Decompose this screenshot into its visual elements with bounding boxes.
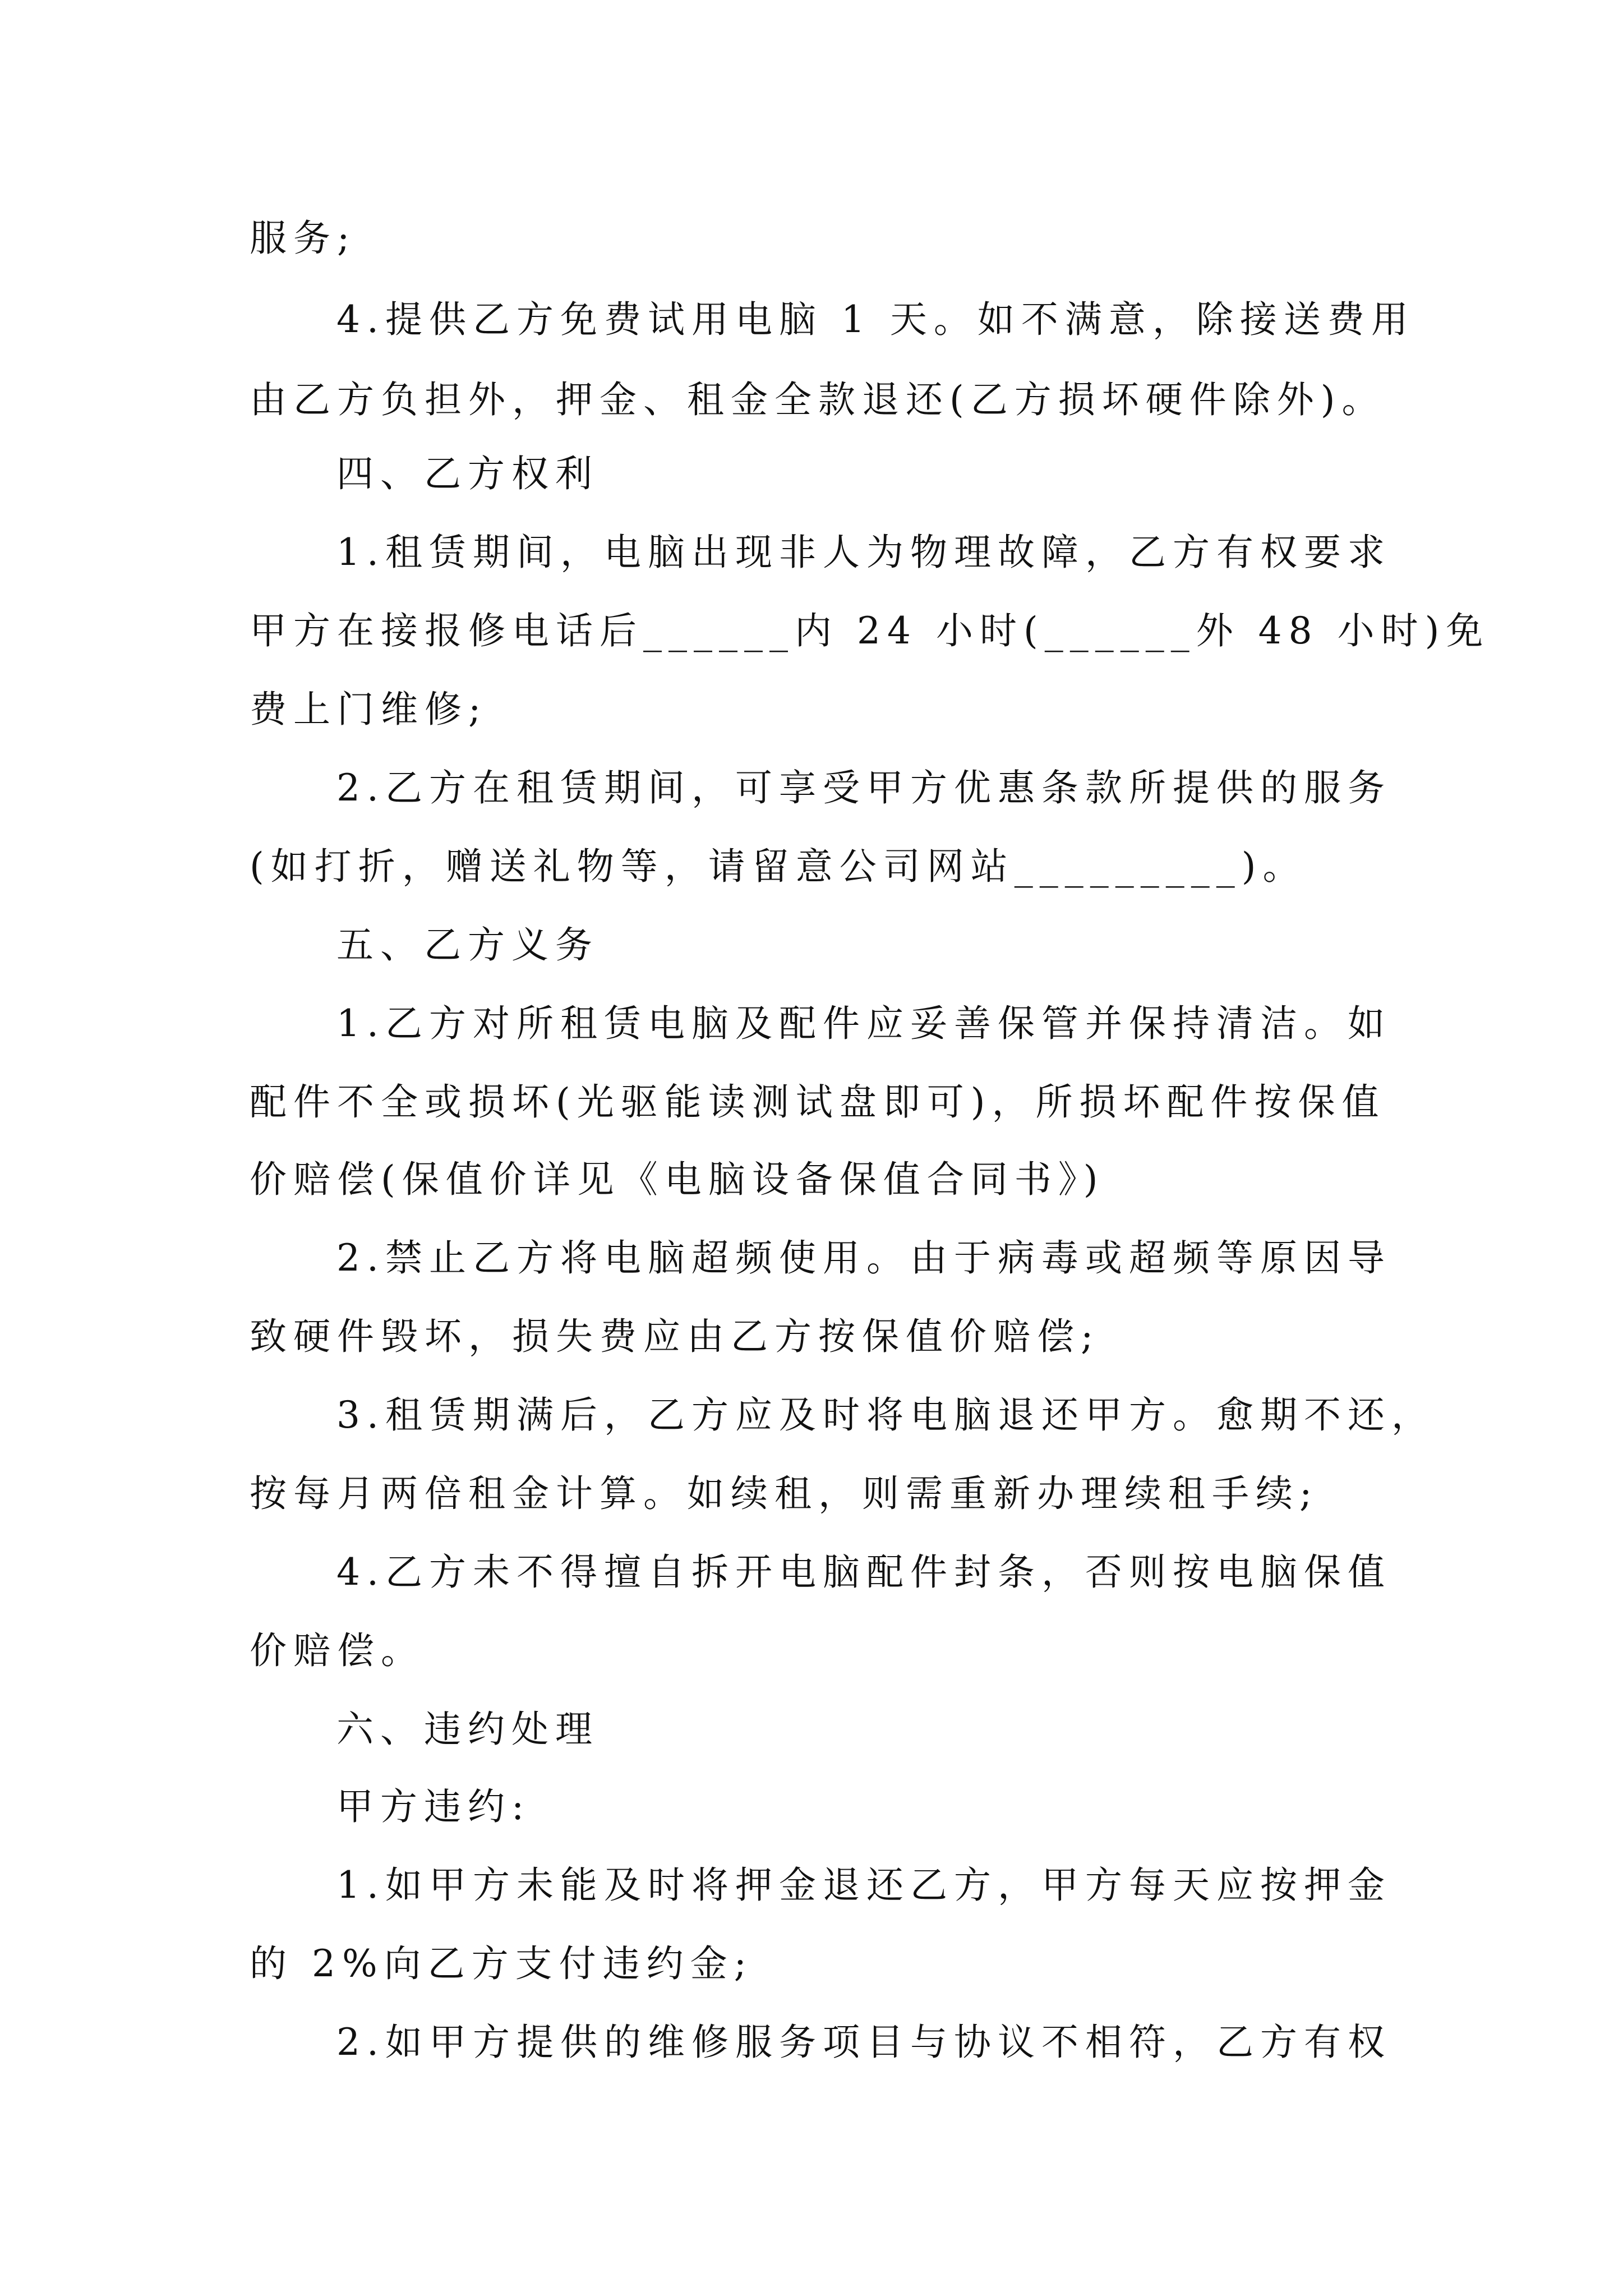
text-line: 甲方在接报修电话后______内 24 小时(______外 48 小时)免 — [250, 609, 1490, 652]
text-line: 1.如甲方未能及时将押金退还乙方，甲方每天应按押金 — [336, 1864, 1391, 1907]
text-line: 4.提供乙方免费试用电脑 1 天。如不满意，除接送费用 — [336, 298, 1415, 341]
text-line: 2.如甲方提供的维修服务项目与协议不相符，乙方有权 — [336, 2021, 1391, 2064]
text-line: 价赔偿。 — [250, 1629, 425, 1672]
text-line: 由乙方负担外，押金、租金全款退还(乙方损坏硬件除外)。 — [250, 378, 1386, 421]
text-line: 4.乙方未不得擅自拆开电脑配件封条，否则按电脑保值 — [336, 1550, 1391, 1594]
text-line: 3.租赁期满后，乙方应及时将电脑退还甲方。愈期不还， — [336, 1393, 1435, 1437]
text-line: 按每月两倍租金计算。如续租，则需重新办理续租手续; — [250, 1472, 1319, 1515]
text-line: 2.禁止乙方将电脑超频使用。由于病毒或超频等原因导 — [336, 1236, 1391, 1280]
text-line: (如打折，赠送礼物等，请留意公司网站_________)。 — [250, 845, 1307, 888]
text-line: 费上门维修; — [250, 688, 488, 731]
section-heading: 五、乙方义务 — [336, 923, 599, 967]
text-line: 1.乙方对所租赁电脑及配件应妥善保管并保持清洁。如 — [336, 1002, 1391, 1045]
text-line: 1.租赁期间，电脑出现非人为物理故障，乙方有权要求 — [336, 531, 1391, 574]
text-line: 服务; — [250, 217, 357, 260]
text-line: 致硬件毁坏，损失费应由乙方按保值价赔偿; — [250, 1315, 1100, 1358]
text-line: 配件不全或损坏(光驱能读测试盘即可)，所损坏配件按保值 — [250, 1080, 1386, 1124]
section-heading: 四、乙方权利 — [336, 452, 599, 495]
section-heading: 六、违约处理 — [336, 1708, 599, 1751]
text-line: 2.乙方在租赁期间，可享受甲方优惠条款所提供的服务 — [336, 766, 1391, 809]
subheading: 甲方违约: — [336, 1785, 531, 1828]
text-line: 价赔偿(保值价详见《电脑设备保值合同书》) — [250, 1158, 1105, 1201]
text-line: 的 2%向乙方支付违约金; — [250, 1942, 753, 1985]
